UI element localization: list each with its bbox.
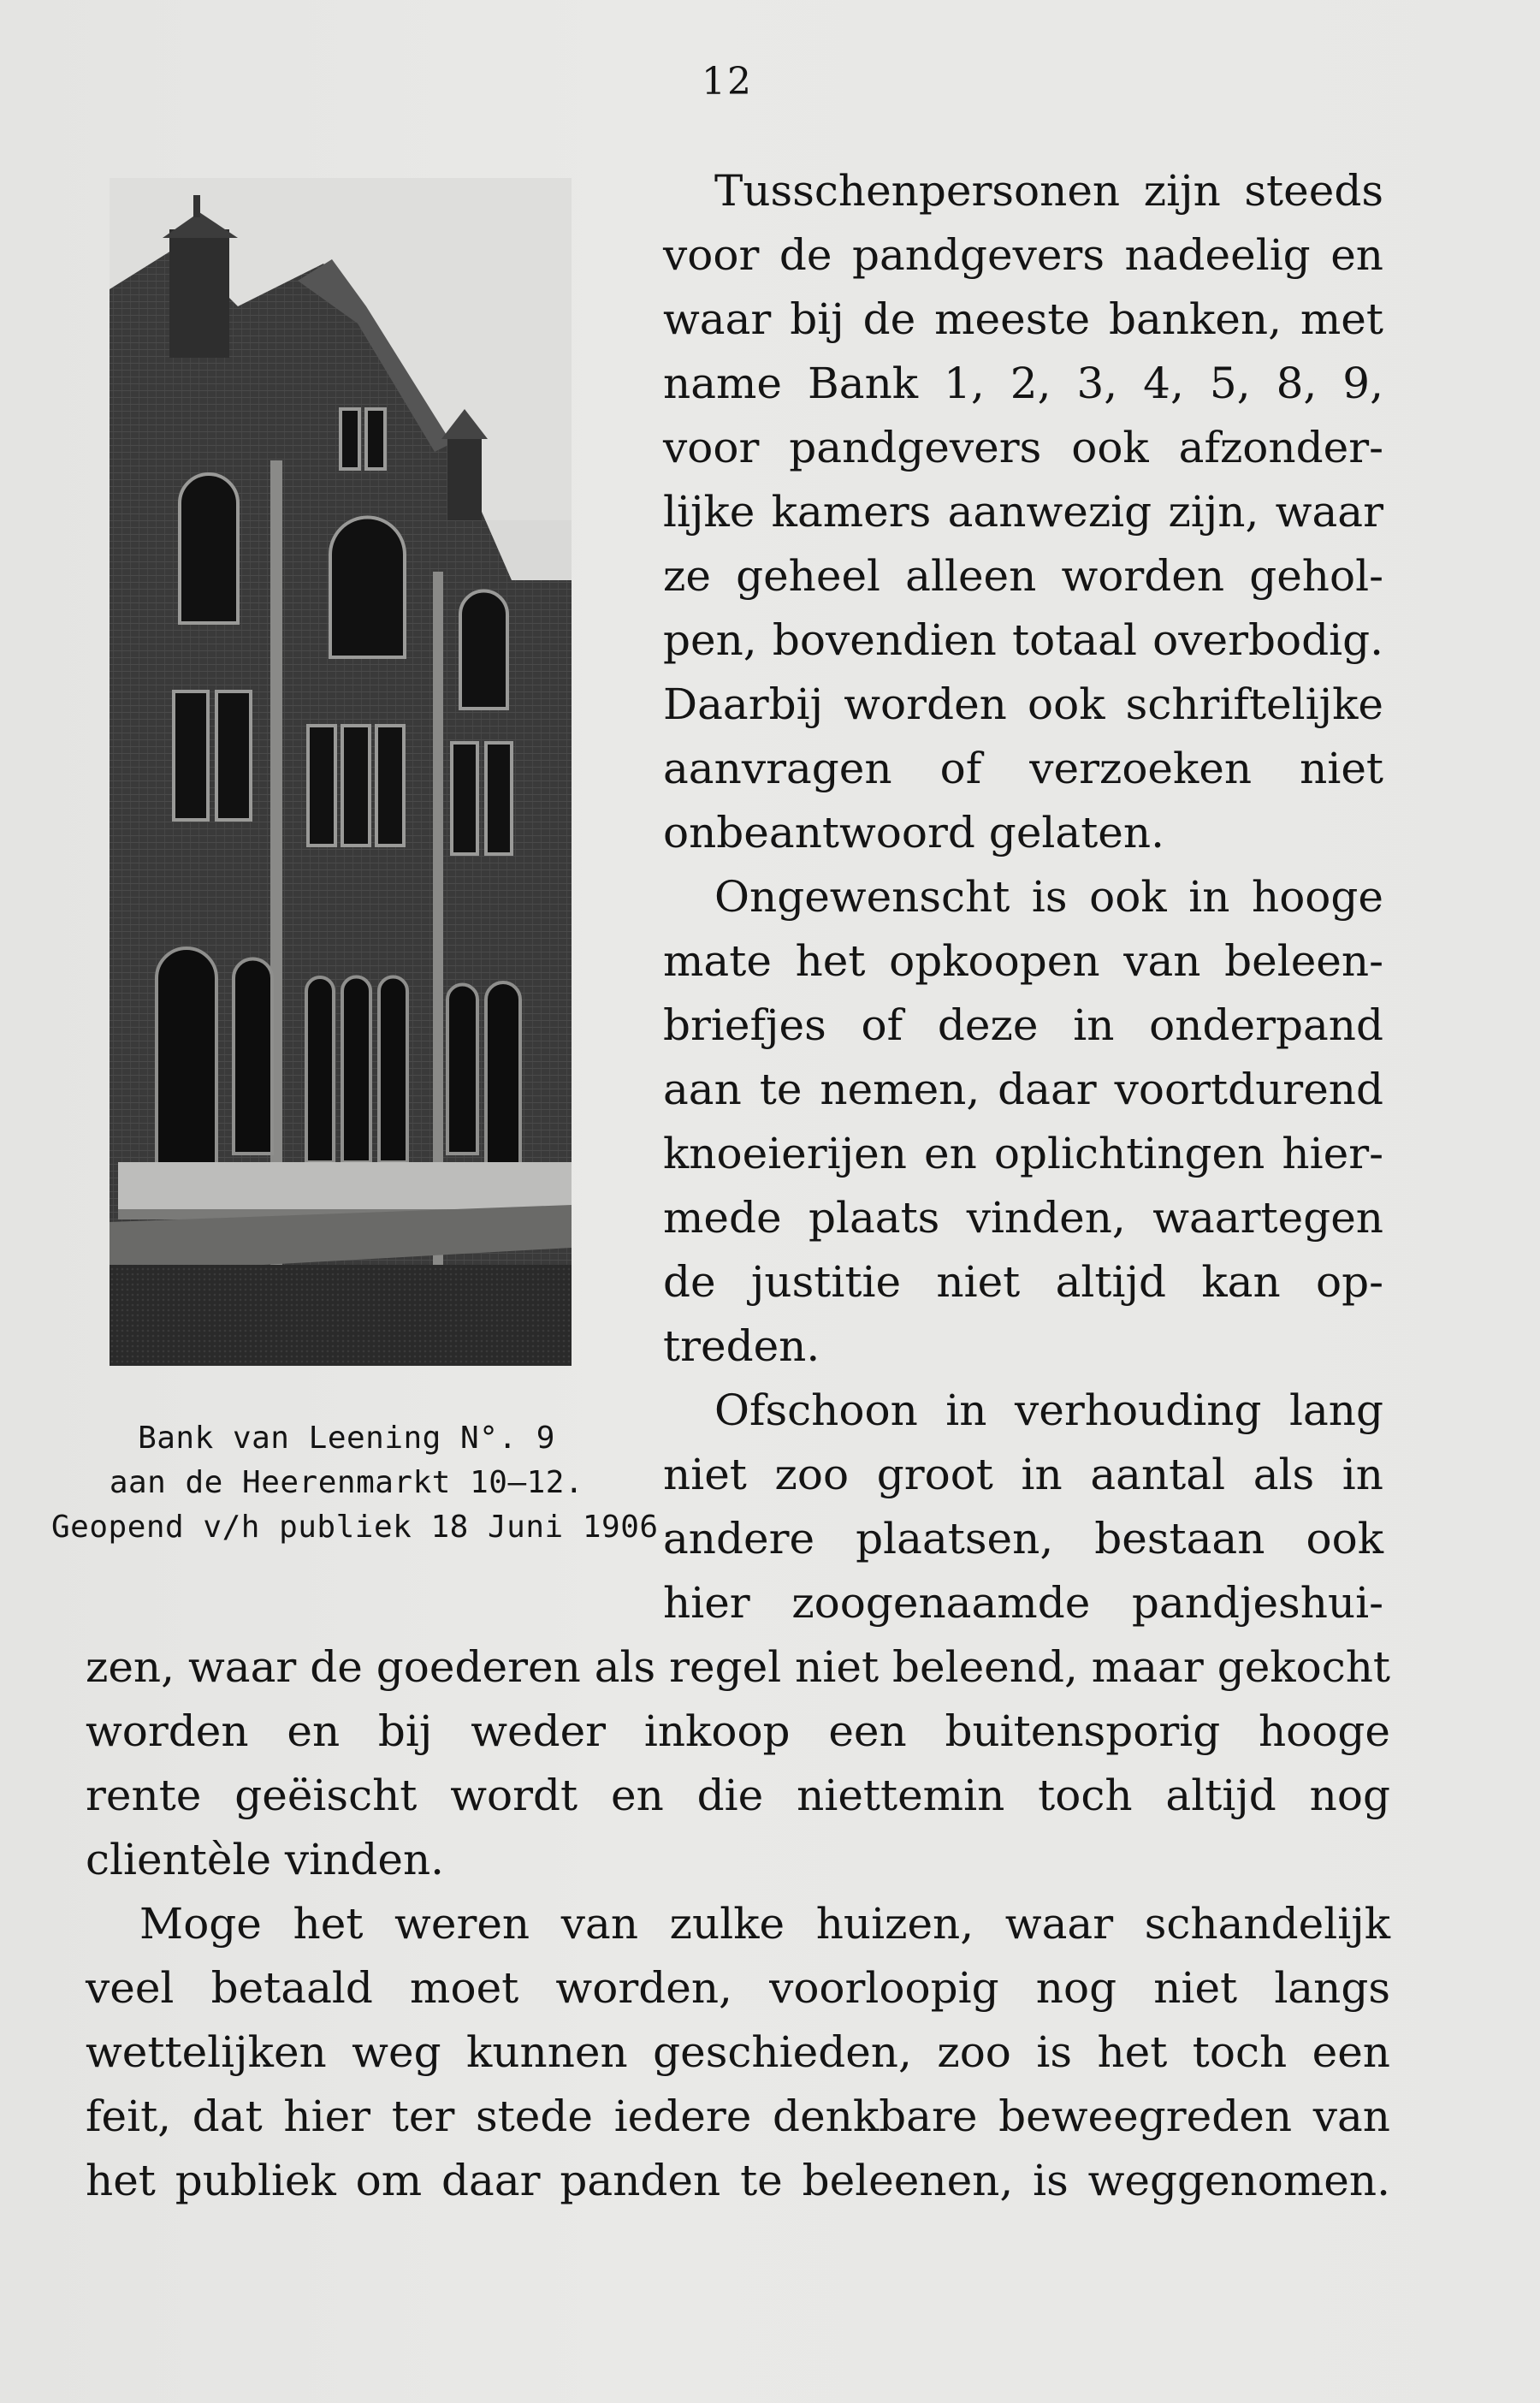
text-line: niet zoo groot in aantal als in <box>663 1450 1383 1499</box>
text-line: veel betaald moet worden, voorloopig nog niet langs <box>86 1963 1390 2013</box>
text-line: Ofschoon in verhouding lang <box>714 1385 1383 1435</box>
text-line: pen, bovendien totaal overbodig. <box>663 615 1383 665</box>
building-photo <box>110 178 572 1366</box>
text-line: onbeantwoord gelaten. <box>663 808 1164 857</box>
text-line: zen, waar de goederen als regel niet beleend, maar gekocht <box>86 1642 1390 1692</box>
text-line: Moge het weren van zulke huizen, waar schandelijk <box>139 1899 1390 1949</box>
text-line: Daarbij worden ook schriftelijke <box>663 679 1383 729</box>
text-line: de justitie niet altijd kan op- <box>663 1257 1383 1307</box>
text-line: Tusschenpersonen zijn steeds <box>714 166 1383 216</box>
text-line: aan te nemen, daar voortdurend <box>663 1065 1383 1114</box>
text-line: treden. <box>663 1321 820 1371</box>
text-line: andere plaatsen, bestaan ook <box>663 1514 1383 1563</box>
text-line: wettelijken weg kunnen geschieden, zoo is het toch een <box>86 2027 1390 2077</box>
caption-line: Geopend v/h publiek 18 Juni 1906. <box>51 1510 678 1545</box>
text-line: clientèle vinden. <box>86 1835 445 1884</box>
text-line: waar bij de meeste banken, met <box>663 294 1383 344</box>
text-line: feit, dat hier ter stede iedere denkbare beweegreden van <box>86 2092 1390 2141</box>
text-line: voor de pandgevers nadeelig en <box>663 230 1383 280</box>
page-number: 12 <box>702 60 753 104</box>
text-line: mede plaats vinden, waartegen <box>663 1193 1383 1243</box>
text-line: mate het opkoopen van beleen- <box>663 936 1383 986</box>
text-line: ze geheel alleen worden gehol- <box>663 551 1383 601</box>
caption-line: Bank van Leening N°. 9 <box>138 1421 555 1456</box>
text-line: hier zoogenaamde pandjeshui- <box>663 1578 1383 1628</box>
text-line: knoeierijen en oplichtingen hier- <box>663 1129 1383 1178</box>
text-line: lijke kamers aanwezig zijn, waar <box>663 487 1383 537</box>
text-line: Ongewenscht is ook in hooge <box>714 872 1383 922</box>
photo-caption <box>51 1416 678 1550</box>
text-line: worden en bij weder inkoop een buitensporig hooge <box>86 1706 1390 1756</box>
text-line: het publiek om daar panden te beleenen, is weggenomen. <box>86 2156 1390 2205</box>
building-photo-icon <box>110 178 572 1366</box>
text-line: rente geëischt wordt en die niettemin toch altijd nog <box>86 1771 1390 1820</box>
text-line: briefjes of deze in onderpand <box>663 1000 1383 1050</box>
text-line: aanvragen of verzoeken niet <box>663 744 1383 793</box>
text-line: voor pandgevers ook afzonder- <box>663 423 1383 472</box>
text-line: name Bank 1, 2, 3, 4, 5, 8, 9, <box>663 359 1383 408</box>
caption-line: aan de Heerenmarkt 10—12. <box>109 1465 584 1500</box>
